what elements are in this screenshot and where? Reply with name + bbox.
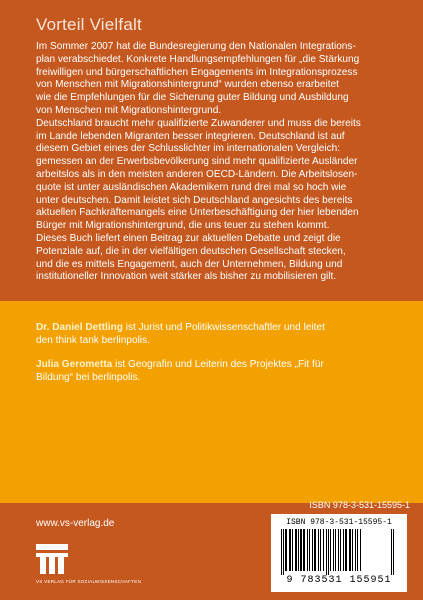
publisher-name: VS VERLAG FÜR SOZIALWISSENSCHAFTEN [36, 579, 142, 584]
barcode-bar [323, 529, 324, 571]
barcode-bar [295, 529, 297, 571]
barcode-bar [285, 529, 287, 571]
author-1-name: Dr. Daniel Dettling [36, 322, 123, 333]
barcode-bar [393, 529, 394, 575]
barcode-bar [309, 529, 310, 571]
author-2-bio: ist Geografin und Leiterin des Projektes „Fit für Bildung“ bei berlinpolis. [36, 359, 324, 383]
barcode [271, 514, 407, 592]
barcode-bar [292, 529, 293, 571]
barcode-bar [283, 529, 284, 575]
author-1-bio: ist Jurist und Politikwissenschaftler und leitet den think tank berlinpolis. [36, 322, 325, 346]
author-2 [36, 358, 406, 384]
barcode-bar [314, 529, 316, 571]
barcode-bar [340, 529, 341, 571]
barcode-bar [281, 529, 282, 575]
barcode-bar [300, 529, 302, 571]
barcode-bar [355, 529, 356, 571]
barcode-bar [328, 529, 329, 575]
blurb-text: Im Sommer 2007 hat die Bundesregierung den Nationalen Integrations- plan verabschiedet. Konkrete Handlungsempfehlungen für „die Stärkung freiwilligen und bürgerschaftlichen Engagements im Integrationsprozess von Menschen mit Migrationshintergrund“ wurden ebenso erarbeitet wie die Empfehlungen für die Sicherung guter Bildung und Ausbildung von Menschen mit Migrationshintergrund. Deutschland braucht mehr qualifizierte Zuwanderer und muss die bereits im Lande lebenden Migranten besser integrieren. Deutschland ist auf diesem Gebiet eines der Schlusslichter im internationalen Vergleich: gemessen an der Erwerbsbevölkerung sind mehr qualifizierte Ausländer arbeitslos als in den meisten anderen OECD-Ländern. Die Arbeitslosen- quote ist unter ausländischen Akademikern rund drei mal so hoch wie unter deutschen. Damit leistet sich Deutschland angesichts des bereits aktuellen Fachkräftemangels eine Unterbeschäftigung der hier lebenden Bürger mit Migrationshintergrund, die uns teuer zu stehen kommt. Dieses Buch liefert einen Beitrag zur aktuellen Debatte und zeigt die Potenziale auf, die in der vielfältigen deutschen Gesellschaft stecken, und die es mittels Engagement, auch der Unternehmen, Bildung und institutioneller Innovation weit stärker als bisher zu mobilisieren gilt. [36, 41, 361, 283]
barcode-bar [330, 529, 331, 571]
barcode-bars [281, 529, 397, 575]
barcode-bar [360, 529, 361, 571]
barcode-bar [326, 529, 327, 575]
barcode-bar [320, 529, 321, 571]
barcode-bar [298, 529, 299, 571]
barcode-bar [345, 529, 347, 571]
isbn-label: ISBN 978-3-531-15595-1 [309, 500, 410, 510]
barcode-bar [289, 529, 291, 571]
barcode-bar [312, 529, 313, 571]
publisher-website: www.vs-verlag.de [36, 518, 115, 529]
barcode-bar [318, 529, 319, 571]
publisher-logo-icon [36, 544, 68, 574]
barcode-bar [357, 529, 358, 571]
barcode-bar [307, 529, 308, 571]
barcode-bar [343, 529, 344, 571]
book-title: Vorteil Vielfalt [36, 15, 142, 34]
barcode-number: 9 783531 155951 [286, 575, 392, 586]
barcode-bar [352, 529, 353, 571]
barcode-bar [333, 529, 334, 571]
author-1 [36, 321, 406, 347]
barcode-bar [391, 529, 392, 575]
author-2-name: Julia Gerometta [36, 359, 113, 370]
barcode-bar [349, 529, 351, 571]
barcode-isbn: ISBN 978-3-531-15595-1 [286, 518, 392, 527]
barcode-bar [338, 529, 339, 571]
barcode-bar [335, 529, 336, 571]
barcode-bar [303, 529, 305, 571]
